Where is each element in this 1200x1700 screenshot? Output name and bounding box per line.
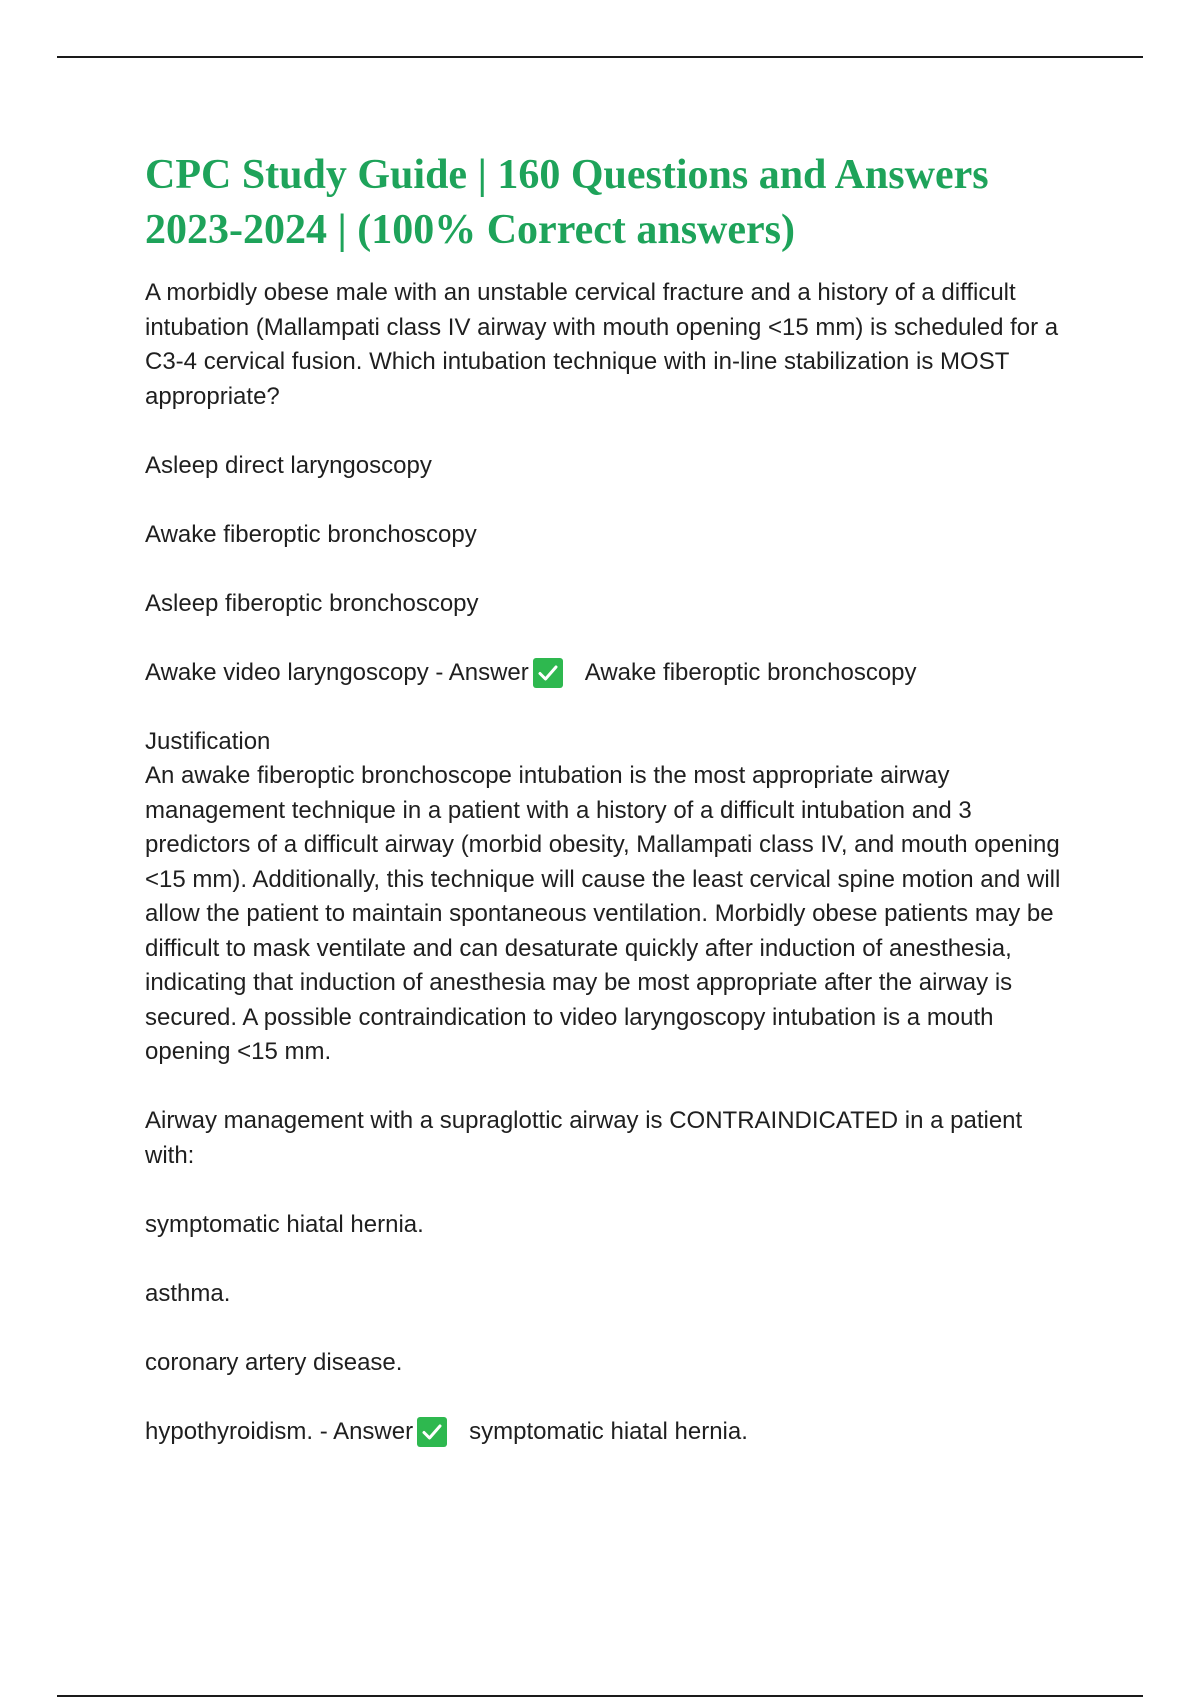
answer-option: hypothyroidism. - Answer (145, 1417, 414, 1445)
answer-line (145, 1415, 1075, 1450)
question-prompt: A morbidly obese male with an unstable cervical fracture and a history of a difficult intubation (Mallampati class IV airway with mouth opening <15 mm) is scheduled for a C3-4 cervical fusion. Which intubation technique with in-line stabilization is MOST appropriate? (145, 279, 1059, 410)
question-2 (145, 1104, 1075, 1449)
justification-heading: Justification (145, 727, 271, 755)
correct-answer: Awake fiberoptic bronchoscopy (584, 658, 917, 686)
question-prompt: Airway management with a supraglottic airway is CONTRAINDICATED in a patient with: (145, 1107, 1023, 1169)
answer-option: Asleep direct laryngoscopy (145, 451, 432, 479)
answer-option: coronary artery disease. (145, 1348, 403, 1376)
document-body (145, 148, 1075, 1449)
question-1 (145, 276, 1075, 1070)
bottom-rule (57, 1695, 1143, 1697)
check-mark-icon (533, 658, 563, 688)
correct-answer: symptomatic hiatal hernia. (469, 1417, 748, 1445)
answer-option: symptomatic hiatal hernia. (145, 1210, 424, 1238)
answer-option: Awake fiberoptic bronchoscopy (145, 520, 477, 548)
justification-text: An awake fiberoptic bronchoscope intubation is the most appropriate airway management technique in a patient with a history of a difficult intubation and 3 predictors of a difficult airway (morbid obesity, Mallampati class IV, and mouth opening <15 mm). Additionally, this technique will cause the least cervical spine motion and will allow the patient to maintain spontaneous ventilation. Morbidly obese patients may be difficult to mask ventilate and can desaturate quickly after induction of anesthesia, indicating that induction of anesthesia may be most appropriate after the airway is secured. A possible contraindication to video laryngoscopy intubation is a mouth opening <15 mm. (145, 762, 1061, 1065)
answer-option: asthma. (145, 1279, 231, 1307)
answer-option: Awake video laryngoscopy - Answer (145, 658, 529, 686)
top-rule (57, 56, 1143, 58)
document-title: CPC Study Guide | 160 Questions and Answers 2023-2024 | (100% Correct answers) (145, 152, 989, 253)
answer-line (145, 656, 1075, 691)
answer-option: Asleep fiberoptic bronchoscopy (145, 589, 479, 617)
check-mark-icon (417, 1417, 447, 1447)
